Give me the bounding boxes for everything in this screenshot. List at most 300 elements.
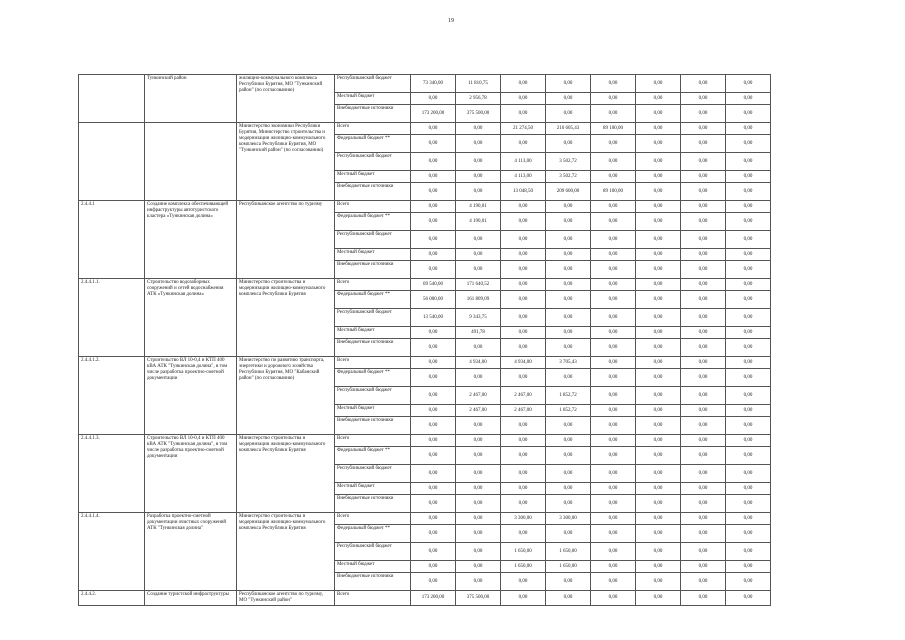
amount-cell: 0,00 [411,513,456,525]
amount-cell: 0,00 [546,213,591,231]
amount-cell: 0,00 [681,135,726,153]
amount-cell: 0,00 [456,465,501,483]
amount-cell: 0,00 [726,543,771,561]
funding-source: Местный бюджет [335,405,411,417]
amount-cell: 1 852,72 [546,405,591,417]
amount-cell: 0,00 [636,183,681,201]
amount-cell: 0,00 [411,135,456,153]
amount-cell: 161 809,09 [456,291,501,309]
amount-cell: 0,00 [726,339,771,357]
amount-cell: 0,00 [636,339,681,357]
amount-cell: 173 200,00 [411,105,456,123]
funding-source: Республиканский бюджет [335,309,411,327]
amount-cell: 0,00 [456,417,501,435]
amount-cell: 0,00 [456,435,501,447]
amount-cell: 0,00 [501,327,546,339]
funding-source: Внебюджетные источники [335,417,411,435]
financing-table [78,74,771,606]
amount-cell: 0,00 [681,309,726,327]
amount-cell: 0,00 [591,435,636,447]
amount-cell: 0,00 [591,309,636,327]
amount-cell: 0,00 [591,339,636,357]
amount-cell: 0,00 [591,327,636,339]
amount-cell: 0,00 [546,465,591,483]
amount-cell: 0,00 [456,561,501,573]
row-code: 2.4.4.1.1. [79,279,145,357]
amount-cell: 0,00 [501,573,546,591]
amount-cell: 0,00 [501,369,546,387]
amount-cell: 0,00 [591,495,636,513]
amount-cell: 0,00 [456,513,501,525]
amount-cell: 0,00 [456,447,501,465]
amount-cell: 0,00 [636,417,681,435]
amount-cell: 0,00 [411,123,456,135]
amount-cell: 0,00 [546,249,591,261]
amount-cell: 4 190,01 [456,213,501,231]
amount-cell: 0,00 [546,327,591,339]
amount-cell: 0,00 [411,339,456,357]
amount-cell: 0,00 [591,573,636,591]
amount-cell: 0,00 [591,525,636,543]
amount-cell: 0,00 [591,417,636,435]
amount-cell: 0,00 [591,483,636,495]
amount-cell: 0,00 [636,291,681,309]
row-executor: Министерство по развитию транспорта, энергетики и дорожного хозяйства Республики Бурятия, МО "Кабанский район" (по согласованию) [237,357,335,435]
amount-cell: 0,00 [726,387,771,405]
funding-source: Республиканский бюджет [335,387,411,405]
amount-cell: 0,00 [456,369,501,387]
amount-cell: 0,00 [681,123,726,135]
amount-cell: 0,00 [681,153,726,171]
amount-cell: 0,00 [456,153,501,171]
amount-cell: 0,00 [636,279,681,291]
amount-cell: 0,00 [456,525,501,543]
amount-cell: 0,00 [501,249,546,261]
amount-cell: 0,00 [501,231,546,249]
funding-source: Всего [335,201,411,213]
amount-cell: 0,00 [546,93,591,105]
amount-cell: 0,00 [546,573,591,591]
amount-cell: 0,00 [591,465,636,483]
amount-cell: 0,00 [546,261,591,279]
amount-cell: 0,00 [591,561,636,573]
amount-cell: 209 600,00 [546,183,591,201]
amount-cell: 0,00 [591,369,636,387]
amount-cell: 0,00 [726,183,771,201]
amount-cell: 0,00 [636,153,681,171]
row-code: 2.4.4.1.4. [79,513,145,591]
amount-cell: 3 502,72 [546,171,591,183]
amount-cell: 4 934,00 [456,357,501,369]
amount-cell: 0,00 [636,309,681,327]
row-name: Тункинский район [145,75,237,123]
amount-cell: 0,00 [501,93,546,105]
amount-cell: 0,00 [636,75,681,93]
amount-cell: 0,00 [681,405,726,417]
amount-cell: 0,00 [501,339,546,357]
amount-cell: 0,00 [411,261,456,279]
amount-cell: 0,00 [636,543,681,561]
amount-cell: 0,00 [681,327,726,339]
amount-cell: 0,00 [726,369,771,387]
amount-cell: 0,00 [726,327,771,339]
amount-cell: 1 650,00 [546,543,591,561]
amount-cell: 0,00 [636,369,681,387]
amount-cell: 21 274,50 [501,123,546,135]
table-row [79,591,771,606]
amount-cell: 2 467,00 [501,405,546,417]
amount-cell: 0,00 [501,591,546,606]
amount-cell: 0,00 [726,465,771,483]
amount-cell: 89 100,00 [591,183,636,201]
amount-cell: 0,00 [411,93,456,105]
amount-cell: 0,00 [591,591,636,606]
amount-cell: 4 190,01 [456,201,501,213]
amount-cell: 0,00 [411,495,456,513]
amount-cell: 0,00 [681,291,726,309]
amount-cell: 0,00 [546,309,591,327]
amount-cell: 4 113,00 [501,153,546,171]
row-name: Создание комплекса обеспечивающей инфраструктуры автотуристского кластера «Тункинская долина» [145,201,237,279]
amount-cell: 0,00 [456,483,501,495]
funding-source: Республиканский бюджет [335,231,411,249]
table-row [79,357,771,369]
funding-source: Федеральный бюджет ** [335,369,411,387]
amount-cell: 0,00 [636,387,681,405]
amount-cell: 4 113,00 [501,171,546,183]
table-row [79,123,771,135]
amount-cell: 0,00 [681,279,726,291]
amount-cell: 0,00 [591,249,636,261]
amount-cell: 0,00 [411,573,456,591]
amount-cell: 375 500,00 [456,105,501,123]
amount-cell: 0,00 [681,213,726,231]
row-executor: жилищно-коммунального комплекса Республики Бурятия, МО "Тункинский район" (по согласованию) [237,75,335,123]
amount-cell: 0,00 [591,447,636,465]
amount-cell: 0,00 [726,405,771,417]
funding-source: Республиканский бюджет [335,153,411,171]
amount-cell: 0,00 [726,249,771,261]
amount-cell: 0,00 [546,339,591,357]
amount-cell: 173 200,00 [411,591,456,606]
amount-cell: 0,00 [636,525,681,543]
amount-cell: 0,00 [636,495,681,513]
amount-cell: 0,00 [681,357,726,369]
amount-cell: 0,00 [681,561,726,573]
amount-cell: 0,00 [546,231,591,249]
amount-cell: 0,00 [411,357,456,369]
funding-source: Федеральный бюджет ** [335,447,411,465]
amount-cell: 0,00 [591,93,636,105]
amount-cell: 0,00 [501,447,546,465]
amount-cell: 0,00 [636,465,681,483]
amount-cell: 0,00 [546,495,591,513]
amount-cell: 0,00 [501,525,546,543]
row-code: 2.4.4.1.3. [79,435,145,513]
amount-cell: 0,00 [501,279,546,291]
amount-cell: 0,00 [501,291,546,309]
amount-cell: 0,00 [636,591,681,606]
amount-cell: 2 467,00 [456,387,501,405]
amount-cell: 0,00 [456,543,501,561]
amount-cell: 0,00 [411,465,456,483]
amount-cell: 0,00 [591,201,636,213]
funding-source: Федеральный бюджет ** [335,525,411,543]
amount-cell: 0,00 [411,171,456,183]
amount-cell: 0,00 [411,405,456,417]
amount-cell: 0,00 [681,591,726,606]
amount-cell: 0,00 [591,231,636,249]
amount-cell: 3 502,72 [546,153,591,171]
amount-cell: 0,00 [681,525,726,543]
amount-cell: 0,00 [546,417,591,435]
funding-source: Внебюджетные источники [335,573,411,591]
amount-cell: 2 956,78 [456,93,501,105]
amount-cell: 0,00 [501,417,546,435]
amount-cell: 0,00 [411,201,456,213]
amount-cell: 0,00 [591,75,636,93]
funding-source: Всего [335,123,411,135]
funding-source: Местный бюджет [335,93,411,105]
amount-cell: 0,00 [726,573,771,591]
amount-cell: 0,00 [726,93,771,105]
amount-cell: 0,00 [636,231,681,249]
amount-cell: 0,00 [681,171,726,183]
amount-cell: 0,00 [726,201,771,213]
amount-cell: 2 467,00 [456,405,501,417]
amount-cell: 0,00 [411,417,456,435]
amount-cell: 0,00 [681,495,726,513]
amount-cell: 0,00 [726,447,771,465]
amount-cell: 0,00 [546,483,591,495]
amount-cell: 0,00 [591,135,636,153]
funding-source: Всего [335,435,411,447]
amount-cell: 0,00 [591,279,636,291]
amount-cell: 0,00 [636,135,681,153]
amount-cell: 0,00 [726,309,771,327]
funding-source: Внебюджетные источники [335,261,411,279]
amount-cell: 0,00 [681,573,726,591]
amount-cell: 0,00 [681,339,726,357]
amount-cell: 0,00 [636,93,681,105]
amount-cell: 0,00 [411,327,456,339]
funding-source: Внебюджетные источники [335,339,411,357]
amount-cell: 0,00 [591,153,636,171]
amount-cell: 73 340,00 [411,75,456,93]
amount-cell: 0,00 [591,513,636,525]
amount-cell: 3 300,00 [546,513,591,525]
amount-cell: 0,00 [726,231,771,249]
funding-source: Республиканский бюджет [335,543,411,561]
amount-cell: 0,00 [411,213,456,231]
amount-cell: 0,00 [411,435,456,447]
amount-cell: 0,00 [411,153,456,171]
row-executor: Министерство строительства и модернизации жилищно-коммунального комплекса Республики Бурятия [237,279,335,357]
amount-cell: 0,00 [501,213,546,231]
amount-cell: 0,00 [546,135,591,153]
row-name: Создание туристской инфраструктуры [145,591,237,606]
amount-cell: 13 540,00 [411,309,456,327]
amount-cell: 0,00 [726,75,771,93]
amount-cell: 0,00 [546,105,591,123]
row-code [79,123,145,201]
amount-cell: 0,00 [726,171,771,183]
amount-cell: 0,00 [681,435,726,447]
amount-cell: 0,00 [726,513,771,525]
amount-cell: 0,00 [456,339,501,357]
funding-source: Внебюджетные источники [335,495,411,513]
amount-cell: 56 000,00 [411,291,456,309]
amount-cell: 1 650,00 [546,561,591,573]
amount-cell: 13 048,50 [501,183,546,201]
funding-source: Местный бюджет [335,327,411,339]
row-name: Разработка проектно-сметной документации очистных сооружений АТК "Тункинская долина" [145,513,237,591]
amount-cell: 0,00 [456,495,501,513]
amount-cell: 0,00 [456,573,501,591]
funding-source: Внебюджетные источники [335,183,411,201]
row-name: Строительство водозаборных сооружений и сетей водоснабжения АТК «Тункинская долина» [145,279,237,357]
amount-cell: 0,00 [546,279,591,291]
amount-cell: 0,00 [726,153,771,171]
row-executor: Министерство строительства и модернизации жилищно-коммунального комплекса Республики Бурятия [237,435,335,513]
amount-cell: 0,00 [411,249,456,261]
row-name: Строительство ВЛ 10-0,4 и КТП 400 кВА АТК "Тункинская долина", в том числе разработка проектно-сметной документации [145,357,237,435]
amount-cell: 0,00 [681,93,726,105]
amount-cell: 0,00 [726,105,771,123]
amount-cell: 0,00 [456,261,501,279]
amount-cell: 0,00 [546,75,591,93]
amount-cell: 0,00 [456,123,501,135]
amount-cell: 3 300,00 [501,513,546,525]
amount-cell: 491,78 [456,327,501,339]
amount-cell: 0,00 [411,231,456,249]
amount-cell: 1 852,72 [546,387,591,405]
amount-cell: 0,00 [681,369,726,387]
row-executor: Республиканское агентство по туризму [237,201,335,279]
page-number: 19 [448,18,454,24]
amount-cell: 0,00 [501,75,546,93]
amount-cell: 0,00 [681,105,726,123]
amount-cell: 0,00 [636,483,681,495]
row-code: 2.4.4.1 [79,201,145,279]
funding-source: Местный бюджет [335,171,411,183]
amount-cell: 2 467,00 [501,387,546,405]
amount-cell: 0,00 [546,435,591,447]
amount-cell: 0,00 [681,465,726,483]
amount-cell: 0,00 [636,405,681,417]
amount-cell: 0,00 [411,183,456,201]
amount-cell: 0,00 [591,105,636,123]
amount-cell: 0,00 [546,201,591,213]
amount-cell: 0,00 [501,435,546,447]
amount-cell: 0,00 [411,483,456,495]
funding-source: Всего [335,279,411,291]
amount-cell: 0,00 [681,543,726,561]
funding-source: Федеральный бюджет ** [335,291,411,309]
amount-cell: 0,00 [636,123,681,135]
amount-cell: 9 343,75 [456,309,501,327]
amount-cell: 0,00 [681,447,726,465]
amount-cell: 0,00 [546,369,591,387]
table-row [79,75,771,93]
amount-cell: 0,00 [636,261,681,279]
amount-cell: 0,00 [681,483,726,495]
amount-cell: 0,00 [726,561,771,573]
amount-cell: 0,00 [636,447,681,465]
table-row [79,201,771,213]
funding-source: Всего [335,591,411,606]
row-code: 2.4.4.1.2. [79,357,145,435]
amount-cell: 0,00 [726,213,771,231]
amount-cell: 0,00 [501,495,546,513]
amount-cell: 89 100,00 [591,123,636,135]
amount-cell: 69 540,00 [411,279,456,291]
amount-cell: 0,00 [501,105,546,123]
amount-cell: 0,00 [546,525,591,543]
funding-source: Местный бюджет [335,249,411,261]
table-row [79,279,771,291]
amount-cell: 216 605,43 [546,123,591,135]
amount-cell: 0,00 [636,201,681,213]
amount-cell: 0,00 [726,483,771,495]
amount-cell: 375 500,00 [456,591,501,606]
amount-cell: 0,00 [681,201,726,213]
amount-cell: 0,00 [546,591,591,606]
amount-cell: 0,00 [591,405,636,417]
amount-cell: 0,00 [501,135,546,153]
amount-cell: 0,00 [456,171,501,183]
funding-source: Всего [335,357,411,369]
amount-cell: 0,00 [726,135,771,153]
amount-cell: 0,00 [456,135,501,153]
amount-cell: 0,00 [591,291,636,309]
amount-cell: 0,00 [411,387,456,405]
amount-cell: 0,00 [636,105,681,123]
row-name [145,123,237,201]
amount-cell: 0,00 [501,465,546,483]
amount-cell: 0,00 [681,387,726,405]
row-code: 2.4.4.2. [79,591,145,606]
amount-cell: 0,00 [456,231,501,249]
amount-cell: 0,00 [591,543,636,561]
funding-source: Федеральный бюджет ** [335,135,411,153]
amount-cell: 0,00 [411,543,456,561]
amount-cell: 0,00 [726,123,771,135]
funding-source: Местный бюджет [335,483,411,495]
amount-cell: 0,00 [636,513,681,525]
amount-cell: 1 650,00 [501,561,546,573]
funding-source: Федеральный бюджет ** [335,213,411,231]
amount-cell: 0,00 [546,291,591,309]
funding-source: Всего [335,513,411,525]
amount-cell: 0,00 [726,357,771,369]
amount-cell: 1 650,00 [501,543,546,561]
amount-cell: 171 640,52 [456,279,501,291]
row-executor: Республиканское агентство по туризму, МО "Тункинский район" [237,591,335,606]
amount-cell: 0,00 [681,75,726,93]
funding-source: Внебюджетные источники [335,105,411,123]
amount-cell: 0,00 [636,573,681,591]
amount-cell: 0,00 [546,447,591,465]
amount-cell: 0,00 [636,213,681,231]
row-name: Строительство ВЛ 10-0,4 и КТП 400 кВА АТК "Тункинская долина", в том числе разработка проектно-сметной документации [145,435,237,513]
amount-cell: 0,00 [591,357,636,369]
amount-cell: 0,00 [726,525,771,543]
amount-cell: 0,00 [726,279,771,291]
amount-cell: 0,00 [681,417,726,435]
amount-cell: 0,00 [411,561,456,573]
amount-cell: 0,00 [636,357,681,369]
